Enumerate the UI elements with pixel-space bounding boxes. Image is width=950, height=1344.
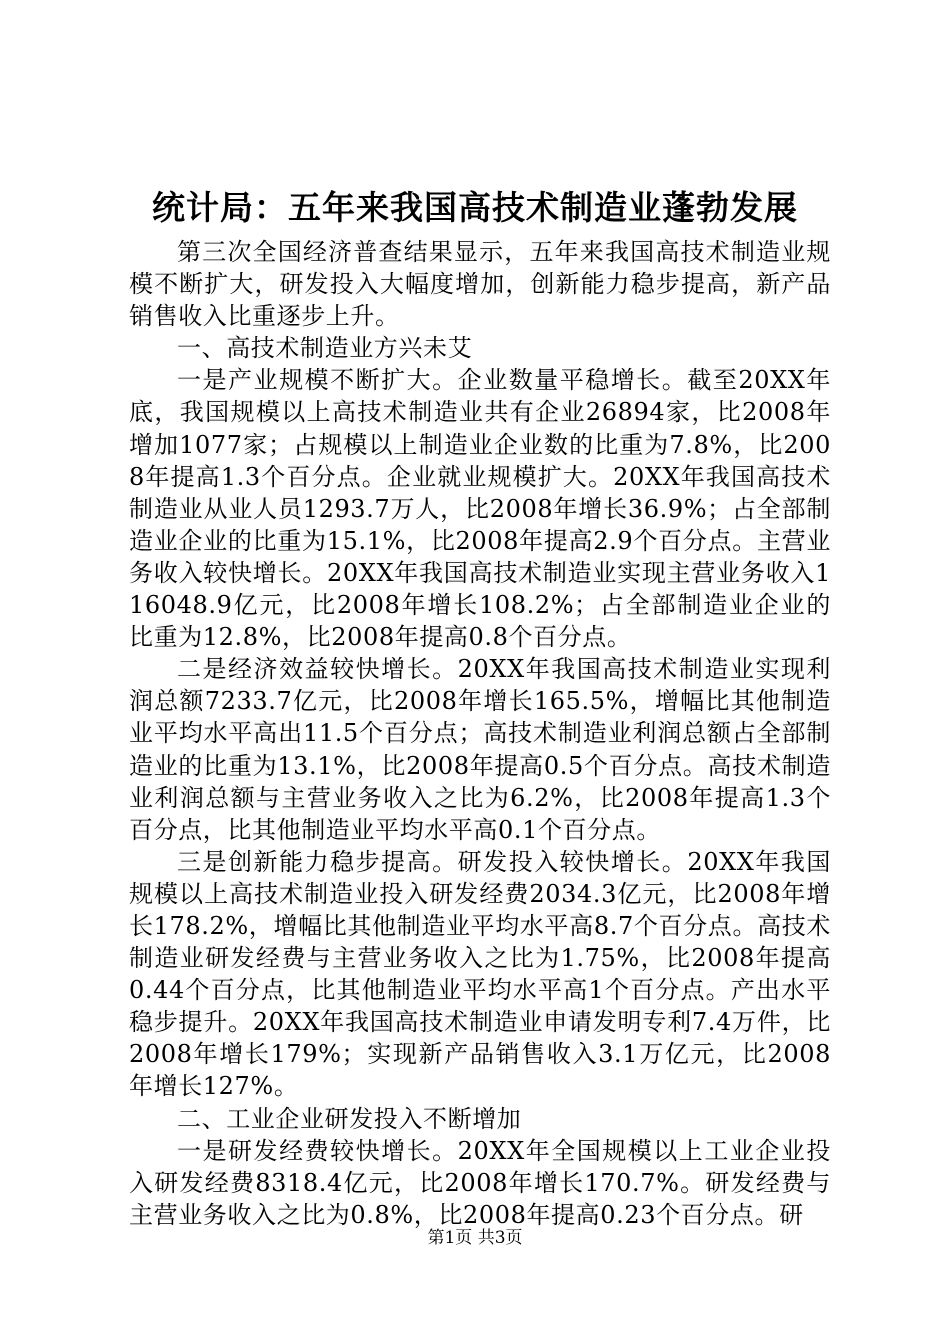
paragraph-intro: 第三次全国经济普查结果显示，五年来我国高技术制造业规模不断扩大，研发投入大幅度增加，创新能力稳步提高，新产品销售收入比重逐步上升。 <box>129 238 831 331</box>
paragraph-industry-scale: 一是产业规模不断扩大。企业数量平稳增长。截至20XX年底，我国规模以上高技术制造业共有企业26894家，比2008年增加1077家；占规模以上制造业企业数的比重为7.8%，比2008年提高1.3个百分点。企业就业规模扩大。20XX年我国高技术制造业从业人员1293.7万人，比2008年增长36.9%；占全部制造业企业的比重为15.1%，比2008年提高2.9个百分点。主营业务收入较快增长。20XX年我国高技术制造业实现主营业务收入116048.9亿元，比2008年增长108.2%；占全部制造业企业的比重为12.8%，比2008年提高0.8个百分点。 <box>129 366 831 652</box>
section-heading-1: 一、高技术制造业方兴未艾 <box>177 334 473 363</box>
page-footer: 第1页 共3页 <box>427 1228 523 1248</box>
document-title: 统计局：五年来我国高技术制造业蓬勃发展 <box>152 188 798 227</box>
document-body <box>129 236 831 1231</box>
paragraph-innovation: 三是创新能力稳步提高。研发投入较快增长。20XX年我国规模以上高技术制造业投入研发经费2034.3亿元，比2008年增长178.2%，增幅比其他制造业平均水平高8.7个百分点。高技术制造业研发经费与主营业务收入之比为1.75%，比2008年提高0.44个百分点，比其他制造业平均水平高1个百分点。产出水平稳步提升。20XX年我国高技术制造业申请发明专利7.4万件，比2008年增长179%；实现新产品销售收入3.1万亿元，比2008年增长127%。 <box>129 847 831 1101</box>
paragraph-rd-funding: 一是研发经费较快增长。20XX年全国规模以上工业企业投入研发经费8318.4亿元，比2008年增长170.7%。研发经费与主营业务收入之比为0.8%，比2008年提高0.23个百分点。研 <box>129 1136 831 1229</box>
section-heading-2: 二、工业企业研发投入不断增加 <box>177 1104 522 1133</box>
paragraph-economic-benefit: 二是经济效益较快增长。20XX年我国高技术制造业实现利润总额7233.7亿元，比2008年增长165.5%，增幅比其他制造业平均水平高出11.5个百分点；高技术制造业利润总额占全部制造业的比重为13.1%，比2008年提高0.5个百分点。高技术制造业利润总额与主营业务收入之比为6.2%，比2008年提高1.3个百分点，比其他制造业平均水平高0.1个百分点。 <box>129 655 831 844</box>
